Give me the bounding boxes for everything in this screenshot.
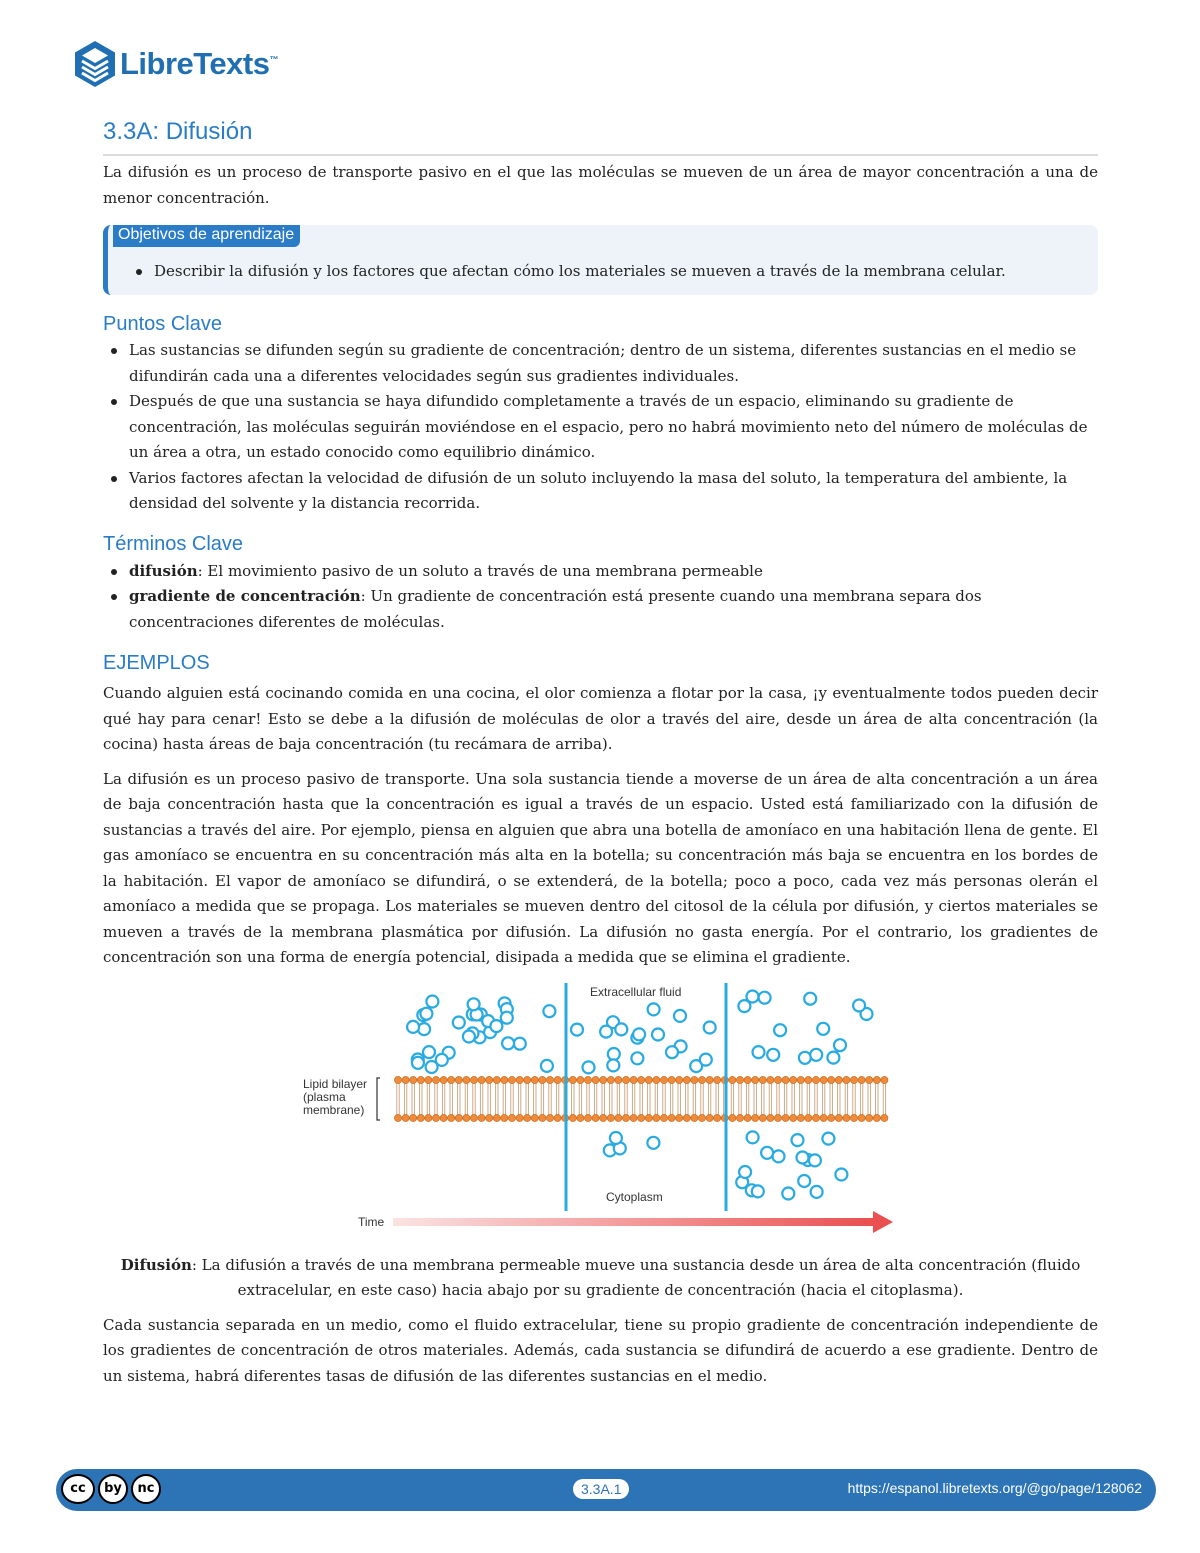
lipid-head: [554, 1114, 561, 1121]
solute-molecule: [426, 995, 438, 1007]
lipid-head: [880, 1114, 887, 1121]
lipid-tail: [488, 1083, 490, 1115]
lipid-tail: [655, 1083, 657, 1115]
key-term-item: [103, 559, 1098, 585]
lipid-tail: [434, 1083, 436, 1115]
lipid-tail: [548, 1083, 550, 1115]
solute-molecule: [782, 1187, 794, 1199]
lipid-head: [485, 1114, 492, 1121]
lipid-head: [827, 1114, 834, 1121]
lipid-head: [440, 1076, 447, 1083]
lipid-tail: [533, 1083, 535, 1115]
lipid-head: [508, 1114, 515, 1121]
bilayer-bracket: [377, 1078, 380, 1120]
lipid-head: [592, 1114, 599, 1121]
libretexts-logo-icon: [74, 40, 116, 88]
lipid-tail: [480, 1083, 482, 1115]
lipid-head: [531, 1076, 538, 1083]
page-footer: [56, 1469, 1156, 1511]
lipid-tail: [465, 1083, 467, 1115]
lipid-tail: [427, 1083, 429, 1115]
lipid-head: [614, 1076, 621, 1083]
lipid-head: [744, 1114, 751, 1121]
lipid-head: [569, 1114, 576, 1121]
libretexts-logo[interactable]: [74, 40, 278, 88]
lipid-tail: [731, 1083, 733, 1115]
lipid-tail: [518, 1083, 520, 1115]
lipid-tail: [799, 1083, 801, 1115]
lipid-head: [683, 1076, 690, 1083]
lipid-tail: [814, 1083, 816, 1115]
lipid-bilayer: [394, 1076, 888, 1121]
solute-molecule: [774, 1024, 786, 1036]
lipid-tail: [609, 1083, 611, 1115]
lipid-head: [409, 1076, 416, 1083]
lipid-head: [774, 1076, 781, 1083]
lipid-head: [523, 1114, 530, 1121]
cc-license-icon: cc: [61, 1474, 95, 1504]
lipid-head: [713, 1076, 720, 1083]
solute-molecule: [500, 1011, 512, 1023]
lipid-head: [751, 1076, 758, 1083]
cytoplasm-label: Cytoplasm: [605, 1189, 663, 1204]
solute-molecule: [502, 1037, 514, 1049]
lipid-tail: [617, 1083, 619, 1115]
solute-molecule: [752, 1046, 764, 1058]
lipid-head: [797, 1076, 804, 1083]
diffusion-figure: [103, 983, 1098, 1245]
solute-molecule: [633, 1028, 645, 1040]
lipid-head: [812, 1076, 819, 1083]
lipid-head: [797, 1114, 804, 1121]
lipid-head: [728, 1114, 735, 1121]
lipid-head: [751, 1114, 758, 1121]
solute-molecule: [739, 1166, 751, 1178]
lipid-head: [842, 1076, 849, 1083]
lipid-tail: [860, 1083, 862, 1115]
lipid-tail: [822, 1083, 824, 1115]
lipid-head: [736, 1076, 743, 1083]
extracellular-molecules: [407, 990, 872, 1073]
lipid-head: [880, 1076, 887, 1083]
solute-molecule: [746, 1131, 758, 1143]
lipid-head: [630, 1114, 637, 1121]
lipid-head: [599, 1076, 606, 1083]
lipid-tail: [602, 1083, 604, 1115]
solute-molecule: [452, 1016, 464, 1028]
lipid-tail: [693, 1083, 695, 1115]
solute-molecule: [798, 1051, 810, 1063]
lipid-head: [637, 1114, 644, 1121]
lipid-head: [812, 1114, 819, 1121]
lipid-tail: [837, 1083, 839, 1115]
solute-molecule: [467, 998, 479, 1010]
lipid-tail: [784, 1083, 786, 1115]
logo-wordmark: LibreTexts™: [120, 46, 278, 81]
lipid-tail: [792, 1083, 794, 1115]
lipid-head: [440, 1114, 447, 1121]
solute-molecule: [607, 1048, 619, 1060]
solute-molecule: [827, 1051, 839, 1063]
solute-molecule: [423, 1046, 435, 1058]
lipid-head: [607, 1076, 614, 1083]
lipid-tail: [579, 1083, 581, 1115]
key-point-item: Después de que una sustancia se haya difundido completamente a través de un espacio, eliminando su gradiente de concentración, las moléculas seguirán moviéndose en el espacio, pero no habrá movimiento neto del número de moléculas de un área a otra, un estado conocido como equilibrio dinámico.: [103, 389, 1098, 466]
lipid-head: [804, 1076, 811, 1083]
solute-molecule: [407, 1020, 419, 1032]
lipid-tail: [708, 1083, 710, 1115]
lipid-tail: [883, 1083, 885, 1115]
lipid-head: [675, 1114, 682, 1121]
lipid-head: [850, 1076, 857, 1083]
lipid-head: [660, 1114, 667, 1121]
intro-paragraph: La difusión es un proceso de transporte pasivo en el que las moléculas se mueven de un área de mayor concentración a una de menor concentración.: [103, 163, 1098, 207]
lipid-head: [470, 1114, 477, 1121]
lipid-head: [500, 1114, 507, 1121]
lipid-tail: [624, 1083, 626, 1115]
lipid-head: [493, 1076, 500, 1083]
lipid-head: [652, 1076, 659, 1083]
bilayer-label-line1: Lipid bilayer: [302, 1076, 367, 1091]
lipid-tail: [495, 1083, 497, 1115]
page-number: 3.3A.1: [573, 1479, 629, 1499]
solute-molecule: [835, 1168, 847, 1180]
lipid-tail: [472, 1083, 474, 1115]
solute-molecule: [767, 1048, 779, 1060]
objectives-label: Objetivos de aprendizaje: [113, 225, 300, 247]
lipid-head: [766, 1076, 773, 1083]
solute-molecule: [853, 999, 865, 1011]
lipid-tail: [526, 1083, 528, 1115]
lipid-tail: [594, 1083, 596, 1115]
solute-molecule: [798, 1175, 810, 1187]
diffusion-diagram: [301, 983, 901, 1241]
bilayer-label-line3: membrane): [302, 1102, 364, 1117]
lipid-tail: [754, 1083, 756, 1115]
lipid-head: [584, 1076, 591, 1083]
lipid-head: [698, 1114, 705, 1121]
key-point-item: Varios factores afectan la velocidad de difusión de un soluto incluyendo la masa del soluto, la temperatura del ambiente, la densidad del solvente y la distancia recorrida.: [103, 466, 1098, 517]
lipid-head: [538, 1076, 545, 1083]
lipid-head: [592, 1076, 599, 1083]
lipid-head: [394, 1076, 401, 1083]
time-label: Time: [357, 1214, 384, 1229]
lipid-head: [516, 1114, 523, 1121]
solute-molecule: [758, 991, 770, 1003]
solute-molecule: [810, 1185, 822, 1197]
lipid-head: [607, 1114, 614, 1121]
license-icons[interactable]: [61, 1474, 161, 1504]
lipid-tail: [776, 1083, 778, 1115]
lipid-head: [660, 1076, 667, 1083]
lipid-head: [759, 1076, 766, 1083]
lipid-head: [402, 1076, 409, 1083]
bilayer-label-line2: (plasma: [302, 1089, 346, 1104]
lipid-head: [858, 1114, 865, 1121]
lipid-head: [690, 1076, 697, 1083]
lipid-head: [637, 1076, 644, 1083]
learning-objectives-box: [103, 225, 1098, 295]
lipid-head: [500, 1076, 507, 1083]
lipid-tail: [716, 1083, 718, 1115]
lipid-tail: [442, 1083, 444, 1115]
lipid-head: [820, 1114, 827, 1121]
solute-molecule: [772, 1150, 784, 1162]
lipid-tail: [396, 1083, 398, 1115]
lipid-tail: [662, 1083, 664, 1115]
lipid-tail: [761, 1083, 763, 1115]
lipid-tail: [746, 1083, 748, 1115]
solute-molecule: [609, 1132, 621, 1144]
lipid-head: [713, 1114, 720, 1121]
solute-molecule: [631, 1052, 643, 1064]
page-url-link[interactable]: https://espanol.libretexts.org/@go/page/128062: [847, 1480, 1142, 1496]
lipid-head: [827, 1076, 834, 1083]
lipid-head: [782, 1114, 789, 1121]
lipid-head: [516, 1076, 523, 1083]
lipid-tail: [807, 1083, 809, 1115]
lipid-head: [766, 1114, 773, 1121]
lipid-head: [645, 1114, 652, 1121]
lipid-head: [873, 1114, 880, 1121]
solute-molecule: [513, 1037, 525, 1049]
solute-molecule: [796, 1151, 808, 1163]
lipid-tail: [678, 1083, 680, 1115]
solute-molecule: [761, 1146, 773, 1158]
lipid-head: [462, 1114, 469, 1121]
solute-molecule: [462, 1030, 474, 1042]
solute-molecule: [652, 1028, 664, 1040]
lipid-tail: [830, 1083, 832, 1115]
solute-molecule: [699, 1053, 711, 1065]
key-points-list: [103, 338, 1098, 517]
lipid-head: [706, 1114, 713, 1121]
lipid-head: [432, 1076, 439, 1083]
solute-molecule: [751, 1185, 763, 1197]
lipid-tail: [875, 1083, 877, 1115]
lipid-tail: [868, 1083, 870, 1115]
lipid-tail: [541, 1083, 543, 1115]
solute-molecule: [571, 1023, 583, 1035]
lipid-head: [447, 1114, 454, 1121]
lipid-tail: [852, 1083, 854, 1115]
lipid-head: [668, 1114, 675, 1121]
lipid-tail: [404, 1083, 406, 1115]
lipid-head: [614, 1114, 621, 1121]
lipid-head: [835, 1114, 842, 1121]
key-point-item: Las sustancias se difunden según su gradiente de concentración; dentro de un sistema, diferentes sustancias en el medio se difundirán cada una a diferentes velocidades según sus gradientes individuales.: [103, 338, 1098, 389]
solute-molecule: [607, 1059, 619, 1071]
figure-caption: [103, 1253, 1098, 1304]
lipid-head: [402, 1114, 409, 1121]
lipid-head: [478, 1076, 485, 1083]
lipid-head: [622, 1114, 629, 1121]
time-arrow-head: [873, 1211, 893, 1233]
lipid-head: [424, 1076, 431, 1083]
lipid-head: [736, 1114, 743, 1121]
solute-molecule: [817, 1022, 829, 1034]
solute-molecule: [804, 992, 816, 1004]
lipid-tail: [510, 1083, 512, 1115]
lipid-head: [394, 1114, 401, 1121]
lipid-head: [759, 1114, 766, 1121]
lipid-tail: [457, 1083, 459, 1115]
solute-molecule: [435, 1053, 447, 1065]
lipid-head: [804, 1114, 811, 1121]
lipid-head: [690, 1114, 697, 1121]
lipid-head: [455, 1076, 462, 1083]
lipid-head: [668, 1076, 675, 1083]
lipid-head: [865, 1114, 872, 1121]
lipid-tail: [769, 1083, 771, 1115]
lipid-tail: [450, 1083, 452, 1115]
lipid-tail: [632, 1083, 634, 1115]
lipid-head: [835, 1076, 842, 1083]
solute-molecule: [808, 1154, 820, 1166]
solute-molecule: [791, 1134, 803, 1146]
lipid-head: [523, 1076, 530, 1083]
solute-molecule: [647, 1003, 659, 1015]
solute-molecule: [582, 1061, 594, 1073]
solute-molecule: [674, 1009, 686, 1021]
solute-molecule: [490, 1020, 502, 1032]
solute-molecule: [647, 1136, 659, 1148]
lipid-head: [622, 1076, 629, 1083]
lipid-head: [576, 1076, 583, 1083]
objective-item: Describir la difusión y los factores que afectan cómo los materiales se mueven a través de la membrana celular.: [128, 259, 1006, 285]
lipid-head: [782, 1076, 789, 1083]
lipid-head: [470, 1076, 477, 1083]
lipid-head: [417, 1076, 424, 1083]
lipid-tail: [700, 1083, 702, 1115]
lipid-head: [774, 1114, 781, 1121]
page-title: 3.3A: Difusión: [103, 118, 1098, 156]
lipid-tail: [412, 1083, 414, 1115]
lipid-head: [645, 1076, 652, 1083]
lipid-head: [789, 1076, 796, 1083]
key-term-word: difusión: [129, 561, 198, 580]
lipid-tail: [647, 1083, 649, 1115]
lipid-head: [447, 1076, 454, 1083]
lipid-head: [485, 1076, 492, 1083]
main-content: [103, 118, 1098, 1389]
lipid-head: [850, 1114, 857, 1121]
lipid-head: [698, 1076, 705, 1083]
lipid-head: [652, 1114, 659, 1121]
lipid-head: [455, 1114, 462, 1121]
key-term-definition: : Un gradiente de concentración está presente cuando una membrana separa dos concentraciones diferentes de moléculas.: [129, 587, 982, 631]
key-term-item: [103, 584, 1098, 635]
example-paragraph-3: Cada sustancia separada en un medio, como el fluido extracelular, tiene su propio gradiente de concentración independiente de los gradientes de concentración de otros materiales. Además, cada sustancia se difundirá de acuerdo a ese gradiente. Dentro de un sistema, habrá diferentes tasas de difusión de las diferentes sustancias en el medio.: [103, 1315, 1098, 1385]
key-terms-heading: Términos Clave: [103, 532, 244, 555]
lipid-head: [493, 1114, 500, 1121]
lipid-head: [873, 1076, 880, 1083]
solute-molecule: [746, 990, 758, 1002]
caption-term: Difusión: [120, 1255, 192, 1274]
lipid-head: [576, 1114, 583, 1121]
lipid-tail: [640, 1083, 642, 1115]
solute-molecule: [600, 1025, 612, 1037]
solute-molecule: [810, 1048, 822, 1060]
nc-license-icon: nc: [131, 1474, 161, 1504]
lipid-tail: [419, 1083, 421, 1115]
lipid-head: [842, 1114, 849, 1121]
lipid-head: [546, 1076, 553, 1083]
by-license-icon: by: [98, 1474, 128, 1504]
lipid-head: [683, 1114, 690, 1121]
lipid-head: [508, 1076, 515, 1083]
lipid-tail: [685, 1083, 687, 1115]
solute-molecule: [411, 1056, 423, 1068]
lipid-head: [858, 1076, 865, 1083]
solute-molecule: [703, 1021, 715, 1033]
lipid-head: [820, 1076, 827, 1083]
example-paragraph-1: Cuando alguien está cocinando comida en una cocina, el olor comienza a flotar por la casa, ¡y eventualmente todos pueden decir qué hay para cenar! Esto se debe a la difusión de moléculas de olor a través del aire, desde un área de alta concentración (la cocina) hasta áreas de baja concentración (tu recámara de arriba).: [103, 684, 1098, 753]
lipid-head: [417, 1114, 424, 1121]
lipid-head: [744, 1076, 751, 1083]
lipid-head: [584, 1114, 591, 1121]
solute-molecule: [822, 1132, 834, 1144]
time-arrow-shaft: [393, 1218, 873, 1226]
example-paragraph-2: La difusión es un proceso pasivo de transporte. Una sola sustancia tiende a moverse de un área de alta concentración a un área de baja concentración hasta que la concentración es igual a través de un espacio. Usted está familiarizado con la difusión de sustancias a través del aire. Por ejemplo, piensa en alguien que abra una botella de amoníaco en una habitación llena de gente. El gas amoníaco se encuentra en su concentración más alta en la botella; su concentración más baja se encuentra en los bordes de la habitación. El vapor de amoníaco se difundirá, o se extenderá, de la botella; poco a poco, cada vez más personas olerán el amoníaco a medida que se propaga. Los materiales se mueven dentro del citosol de la célula por difusión, y ciertos materiales se mueven a través de la membrana plasmática por difusión. La difusión no gasta energía. Por el contrario, los gradientes de concentración son una forma de energía potencial, disipada a medida que se elimina el gradiente.: [103, 769, 1098, 966]
lipid-head: [630, 1076, 637, 1083]
lipid-head: [706, 1076, 713, 1083]
solute-molecule: [666, 1046, 678, 1058]
lipid-tail: [670, 1083, 672, 1115]
lipid-head: [462, 1076, 469, 1083]
objectives-list: [128, 259, 1006, 285]
lipid-head: [424, 1114, 431, 1121]
lipid-head: [865, 1076, 872, 1083]
key-term-word: gradiente de concentración: [129, 587, 361, 605]
lipid-tail: [586, 1083, 588, 1115]
lipid-head: [599, 1114, 606, 1121]
lipid-head: [546, 1114, 553, 1121]
lipid-head: [478, 1114, 485, 1121]
lipid-tail: [556, 1083, 558, 1115]
lipid-head: [728, 1076, 735, 1083]
solute-molecule: [420, 1007, 432, 1019]
solute-molecule: [543, 1005, 555, 1017]
extracellular-label: Extracellular fluid: [589, 984, 681, 999]
caption-text: : La difusión a través de una membrana permeable mueve una sustancia desde un área de alta concentración (fluido extracelular, en este caso) hacia abajo por su gradiente de concentración (hacia el citoplasma).: [191, 1255, 1081, 1299]
lipid-tail: [738, 1083, 740, 1115]
key-terms-list: [103, 559, 1098, 636]
lipid-head: [675, 1076, 682, 1083]
lipid-head: [538, 1114, 545, 1121]
solute-molecule: [615, 1023, 627, 1035]
lipid-tail: [503, 1083, 505, 1115]
lipid-tail: [571, 1083, 573, 1115]
lipid-tail: [845, 1083, 847, 1115]
key-term-definition: : El movimiento pasivo de un soluto a través de una membrana permeable: [197, 561, 763, 580]
lipid-head: [432, 1114, 439, 1121]
solute-molecule: [834, 1039, 846, 1051]
key-points-heading: Puntos Clave: [103, 313, 222, 335]
lipid-head: [531, 1114, 538, 1121]
solute-molecule: [540, 1059, 552, 1071]
examples-heading: EJEMPLOS: [103, 652, 210, 674]
lipid-head: [789, 1114, 796, 1121]
lipid-head: [409, 1114, 416, 1121]
lipid-head: [569, 1076, 576, 1083]
lipid-head: [554, 1076, 561, 1083]
